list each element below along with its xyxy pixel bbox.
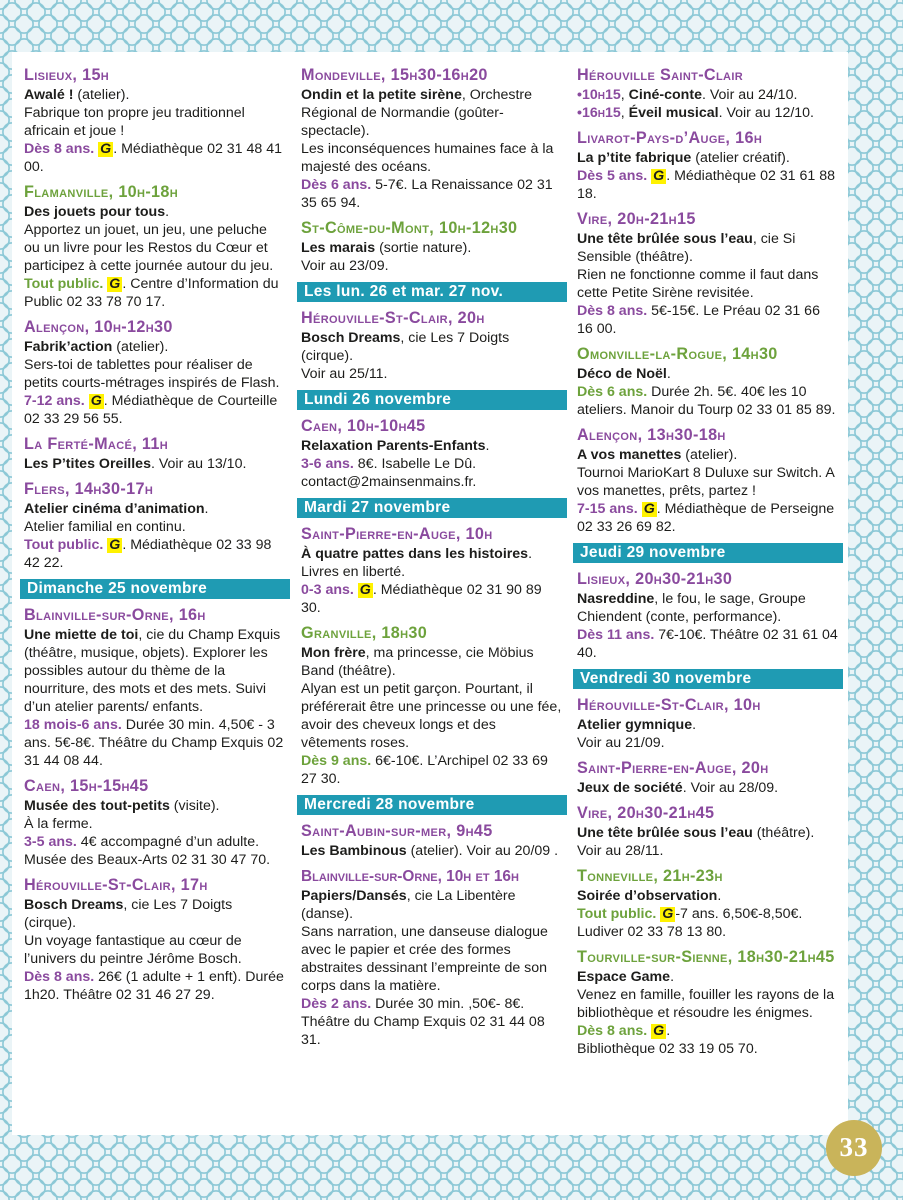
age-range: 7-15 ans. xyxy=(577,501,638,517)
session-time: •16h15 xyxy=(577,105,621,121)
event-city: Blainville-sur-Orne, 16h xyxy=(24,606,206,624)
event-description: Apportez un jouet, un jeu, une peluche ou un livre pour les Restos du Cœur et participez à cette journée autour du jeu. xyxy=(24,222,274,274)
event-city: La Ferté-Macé, 11h xyxy=(24,435,169,453)
event-type: . xyxy=(717,888,722,904)
event-info: 26€ (1 adulte + 1 enft). Durée 1h20. Théâtre 02 31 46 27 29. xyxy=(24,969,284,1003)
event-title: Atelier cinéma d’animation xyxy=(24,501,205,517)
event-title: Soirée d’observation xyxy=(577,888,718,904)
event-description: Voir au 21/09. xyxy=(577,735,665,751)
event-omonville xyxy=(577,345,839,419)
age-range: Dès 8 ans. xyxy=(24,141,95,157)
event-vire xyxy=(577,210,839,338)
column-2 xyxy=(301,66,563,1056)
event-title: Relaxation Parents-Enfants xyxy=(301,438,486,454)
event-city: Tourville-sur-Sienne, 18h30-21h45 xyxy=(577,948,835,966)
free-badge: G xyxy=(359,582,371,598)
event-caen xyxy=(24,777,286,869)
column-3 xyxy=(577,66,839,1065)
session-time: •10h15 xyxy=(577,87,621,103)
event-info: 8€. Isabelle Le Dû. contact@2mainsenmains.fr. xyxy=(301,456,477,490)
event-alencon xyxy=(24,318,286,428)
event-lisieux xyxy=(24,66,286,176)
event-city: Alençon, 10h-12h30 xyxy=(24,318,173,336)
day-header-mardi-27: Mardi 27 novembre xyxy=(297,498,567,518)
event-info: . Médiathèque 02 31 90 89 30. xyxy=(301,582,542,616)
event-info: . xyxy=(666,1023,671,1039)
event-city: Alençon, 13h30-18h xyxy=(577,426,726,444)
event-flamanville xyxy=(24,183,286,311)
event-info: . Centre d’Information du Public 02 33 78 70 17. xyxy=(24,276,279,310)
free-badge: G xyxy=(653,1023,665,1039)
age-range: Dès 8 ans. xyxy=(577,1023,648,1039)
event-type: . xyxy=(692,717,697,733)
event-type: , cie Si Sensible (théâtre). xyxy=(577,231,796,265)
event-info: Durée 30 min. 4,50€ - 3 ans. 5€-8€. Théâtre du Champ Exquis 02 31 44 08 44. xyxy=(24,717,284,769)
day-header-jeudi-29: Jeudi 29 novembre xyxy=(573,543,843,563)
event-type: . xyxy=(204,501,209,517)
page-content xyxy=(12,52,848,1135)
event-description: Livres en liberté. xyxy=(301,564,406,580)
event-title: Une tête brûlée sous l’eau xyxy=(577,825,753,841)
event-city: Caen, 10h-10h45 xyxy=(301,417,426,435)
event-city: Vire, 20h30-21h45 xyxy=(577,804,715,822)
event-saint-pierre xyxy=(301,525,563,617)
event-info: . Médiathèque de Perseigne 02 33 26 69 82. xyxy=(577,501,835,535)
event-city: Flers, 14h30-17h xyxy=(24,480,154,498)
event-title: Atelier gymnique xyxy=(577,717,693,733)
event-title: Les P’tites Oreilles xyxy=(24,456,151,472)
event-city: Lisieux, 20h30-21h30 xyxy=(577,570,733,588)
event-description: Atelier familial en continu. xyxy=(24,519,186,535)
event-city: Tonneville, 21h-23h xyxy=(577,867,723,885)
event-description: Les inconséquences humaines face à la majesté des océans. xyxy=(301,141,554,175)
event-type: (sortie nature). xyxy=(375,240,472,256)
event-title: Awalé ! xyxy=(24,87,74,103)
event-tonneville xyxy=(577,867,839,941)
event-description: Tournoi MarioKart 8 Duluxe sur Switch. A vos manettes, prêts, partez ! xyxy=(577,465,835,499)
event-lisieux-nasreddine xyxy=(577,570,839,662)
event-title: Éveil musical xyxy=(628,105,719,121)
event-herouville xyxy=(24,876,286,1004)
age-range: Dès 8 ans. xyxy=(24,969,95,985)
event-type: (atelier). xyxy=(112,339,169,355)
event-type: , Orchestre Régional de Normandie (goûter-spectacle). xyxy=(301,87,533,139)
event-saint-aubin xyxy=(301,822,563,860)
event-description: Fabrique ton propre jeu traditionnel africain et joue ! xyxy=(24,105,245,139)
event-city: Hérouville-St-Clair, 17h xyxy=(24,876,208,894)
event-description: Rien ne fonctionne comme il faut dans cette Petite Sirène revisitée. xyxy=(577,267,819,301)
event-info: (atelier). Voir au 20/09 . xyxy=(406,843,559,859)
age-range: 0-3 ans. xyxy=(301,582,354,598)
event-title: Déco de Noël xyxy=(577,366,667,382)
event-title: Ciné-conte xyxy=(628,87,702,103)
age-range: 7-12 ans. xyxy=(24,393,85,409)
age-range: Dès 6 ans. xyxy=(577,384,648,400)
event-city: Hérouville Saint-Clair xyxy=(577,66,744,84)
event-title: Des jouets pour tous xyxy=(24,204,166,220)
event-city: St-Côme-du-Mont, 10h-12h30 xyxy=(301,219,518,237)
event-info: . Médiathèque 02 33 98 42 22. xyxy=(24,537,272,571)
event-alencon-manettes xyxy=(577,426,839,536)
age-range: 18 mois-6 ans. xyxy=(24,717,122,733)
age-range: Dès 2 ans. xyxy=(301,996,372,1012)
event-city: Hérouville-St-Clair, 10h xyxy=(577,696,761,714)
event-title: Papiers/Dansés xyxy=(301,888,407,904)
event-livarot xyxy=(577,129,839,203)
event-info: . Voir au 28/09. xyxy=(682,780,779,796)
event-type: , cie La Libentère (danse). xyxy=(301,888,516,922)
event-info: Durée 30 min. ,50€- 8€. Théâtre du Champ Exquis 02 31 44 08 31. xyxy=(301,996,545,1048)
event-description: Venez en famille, fouiller les rayons de la bibliothèque et résoudre les énigmes. xyxy=(577,987,835,1021)
event-herouville-saint-clair: Hérouville Saint-Clair •10h15, Ciné-conte. Voir au 24/10. •16h15, Éveil musical. Voir au 12/10. xyxy=(577,66,839,122)
event-city: Caen, 15h-15h45 xyxy=(24,777,149,795)
event-type: , le fou, le sage, Groupe Chiendent (conte, performance). xyxy=(577,591,806,625)
event-la-ferte-mace xyxy=(24,435,286,473)
age-range: Dès 5 ans. xyxy=(577,168,648,184)
event-description: Voir au 25/11. xyxy=(301,366,388,382)
event-vire-2 xyxy=(577,804,839,860)
event-title: Les Bambinous xyxy=(301,843,407,859)
free-badge: G xyxy=(653,168,665,184)
event-info: 4€ accompagné d’un adulte. Musée des Beaux-Arts 02 31 30 47 70. xyxy=(24,834,271,868)
event-info: 5€-15€. Le Préau 02 31 66 16 00. xyxy=(577,303,820,337)
free-badge: G xyxy=(643,501,655,517)
event-info: . Voir au 13/10. xyxy=(150,456,247,472)
event-type: (atelier). xyxy=(681,447,738,463)
event-type: . xyxy=(670,969,675,985)
event-title: Une miette de toi xyxy=(24,627,139,643)
event-title: Les marais xyxy=(301,240,376,256)
event-herouville-gym xyxy=(577,696,839,752)
event-flers xyxy=(24,480,286,572)
event-description: Un voyage fantastique au cœur de l’univers du peintre Jérôme Bosch. xyxy=(24,933,242,967)
age-range: Dès 11 ans. xyxy=(577,627,655,643)
event-title: Bosch Dreams xyxy=(301,330,401,346)
event-herouville-bosch xyxy=(301,309,563,383)
event-city: Blainville-sur-Orne, 10h et 16h xyxy=(301,868,519,885)
event-title: Espace Game xyxy=(577,969,671,985)
event-type: (atelier). xyxy=(73,87,130,103)
event-info: 6€-10€. L’Archipel 02 33 69 27 30. xyxy=(301,753,548,787)
event-st-come-du-mont xyxy=(301,219,563,275)
event-info: . Médiathèque de Courteille 02 33 29 56 55. xyxy=(24,393,278,427)
event-info: . Voir au 24/10. xyxy=(701,87,798,103)
event-mondeville xyxy=(301,66,563,212)
event-info: . Médiathèque 02 31 48 41 00. xyxy=(24,141,283,175)
event-type: . xyxy=(666,366,671,382)
day-header-vendredi-30: Vendredi 30 novembre xyxy=(573,669,843,689)
event-title: Une tête brûlée sous l’eau xyxy=(577,231,753,247)
event-title: A vos manettes xyxy=(577,447,682,463)
event-city: Omonville-la-Rogue, 14h30 xyxy=(577,345,778,363)
event-title: Jeux de société xyxy=(577,780,683,796)
event-city: Mondeville, 15h30-16h20 xyxy=(301,66,488,84)
event-description: Alyan est un petit garçon. Pourtant, il préférerait être une princesse ou une fée, avoir des cheveux longs et des vêtements roses. xyxy=(301,681,562,751)
day-header-lundi-26: Lundi 26 novembre xyxy=(297,390,567,410)
day-header-dimanche-25: Dimanche 25 novembre xyxy=(20,579,290,599)
event-description: Sers-toi de tablettes pour réaliser de petits courts-métrages inspirés de Flash. xyxy=(24,357,280,391)
event-info: 7€-10€. Théâtre 02 31 61 04 40. xyxy=(577,627,838,661)
event-city: Saint-Aubin-sur-mer, 9h45 xyxy=(301,822,493,840)
free-badge: G xyxy=(100,141,112,157)
event-city: Lisieux, 15h xyxy=(24,66,110,84)
event-granville xyxy=(301,624,563,788)
age-range: Dès 8 ans. xyxy=(577,303,648,319)
event-type: (atelier créatif). xyxy=(691,150,790,166)
event-title: Ondin et la petite sirène xyxy=(301,87,462,103)
age-range: Dès 9 ans. xyxy=(301,753,372,769)
free-badge: G xyxy=(109,276,121,292)
event-blainville-papiers xyxy=(301,867,563,1049)
event-info: (théâtre). Voir au 28/11. xyxy=(577,825,815,859)
event-description: À la ferme. xyxy=(24,816,93,832)
event-description: , cie du Champ Exquis (théâtre, musique, objets). Explorer les possibles autour du thème de la nourriture, des mots et des mets. Suivi d’un atelier parents/ enfants. xyxy=(24,627,281,715)
event-type: , cie Les 7 Doigts (cirque). xyxy=(24,897,233,931)
free-badge: G xyxy=(90,393,102,409)
age-range: Tout public. xyxy=(24,537,104,553)
event-type: . xyxy=(485,438,490,454)
event-city: Vire, 20h-21h15 xyxy=(577,210,696,228)
event-type: , cie Les 7 Doigts (cirque). xyxy=(301,330,510,364)
event-info: 5-7€. La Renaissance 02 31 35 65 94. xyxy=(301,177,553,211)
event-city: Flamanville, 10h-18h xyxy=(24,183,179,201)
age-range: Tout public. xyxy=(577,906,657,922)
age-range: 3-6 ans. xyxy=(301,456,354,472)
age-range: Dès 6 ans. xyxy=(301,177,372,193)
event-info: Bibliothèque 02 33 19 05 70. xyxy=(577,1041,758,1057)
event-city: Granville, 18h30 xyxy=(301,624,428,642)
day-header-mercredi-28: Mercredi 28 novembre xyxy=(297,795,567,815)
page-number-badge: 33 xyxy=(826,1120,882,1176)
event-type: (visite). xyxy=(169,798,220,814)
day-header-lun-mar: Les lun. 26 et mar. 27 nov. xyxy=(297,282,567,302)
event-caen-relaxation xyxy=(301,417,563,491)
event-type: , ma princesse, cie Möbius Band (théâtre). xyxy=(301,645,534,679)
event-title: Nasreddine xyxy=(577,591,655,607)
event-info: Durée 2h. 5€. 40€ les 10 ateliers. Manoir du Tourp 02 33 01 85 89. xyxy=(577,384,836,418)
event-saint-pierre-jeux xyxy=(577,759,839,797)
age-range: Tout public. xyxy=(24,276,104,292)
event-title: Bosch Dreams xyxy=(24,897,124,913)
event-type: . xyxy=(528,546,533,562)
event-tourville xyxy=(577,948,839,1058)
event-info: -7 ans. 6,50€-8,50€. Ludiver 02 33 78 13 80. xyxy=(577,906,803,940)
event-title: Fabrik’action xyxy=(24,339,113,355)
column-1 xyxy=(24,66,286,1011)
event-city: Saint-Pierre-en-Auge, 20h xyxy=(577,759,769,777)
event-blainville xyxy=(24,606,286,770)
event-info: . Voir au 12/10. xyxy=(718,105,815,121)
event-city: Hérouville-St-Clair, 20h xyxy=(301,309,485,327)
age-range: 3-5 ans. xyxy=(24,834,77,850)
free-badge: G xyxy=(662,906,674,922)
event-type: . xyxy=(165,204,170,220)
event-title: Mon frère xyxy=(301,645,366,661)
event-city: Livarot-Pays-d’Auge, 16h xyxy=(577,129,763,147)
event-description: Sans narration, une danseuse dialogue avec le papier et crée des formes abstraites dessinant l’empreinte de son corps dans la matière. xyxy=(301,924,548,994)
event-info: . Médiathèque 02 31 61 88 18. xyxy=(577,168,836,202)
event-title: À quatre pattes dans les histoires xyxy=(301,546,529,562)
event-title: La p’tite fabrique xyxy=(577,150,692,166)
event-city: Saint-Pierre-en-Auge, 10h xyxy=(301,525,493,543)
free-badge: G xyxy=(109,537,121,553)
event-description: Voir au 23/09. xyxy=(301,258,389,274)
event-title: Musée des tout-petits xyxy=(24,798,170,814)
